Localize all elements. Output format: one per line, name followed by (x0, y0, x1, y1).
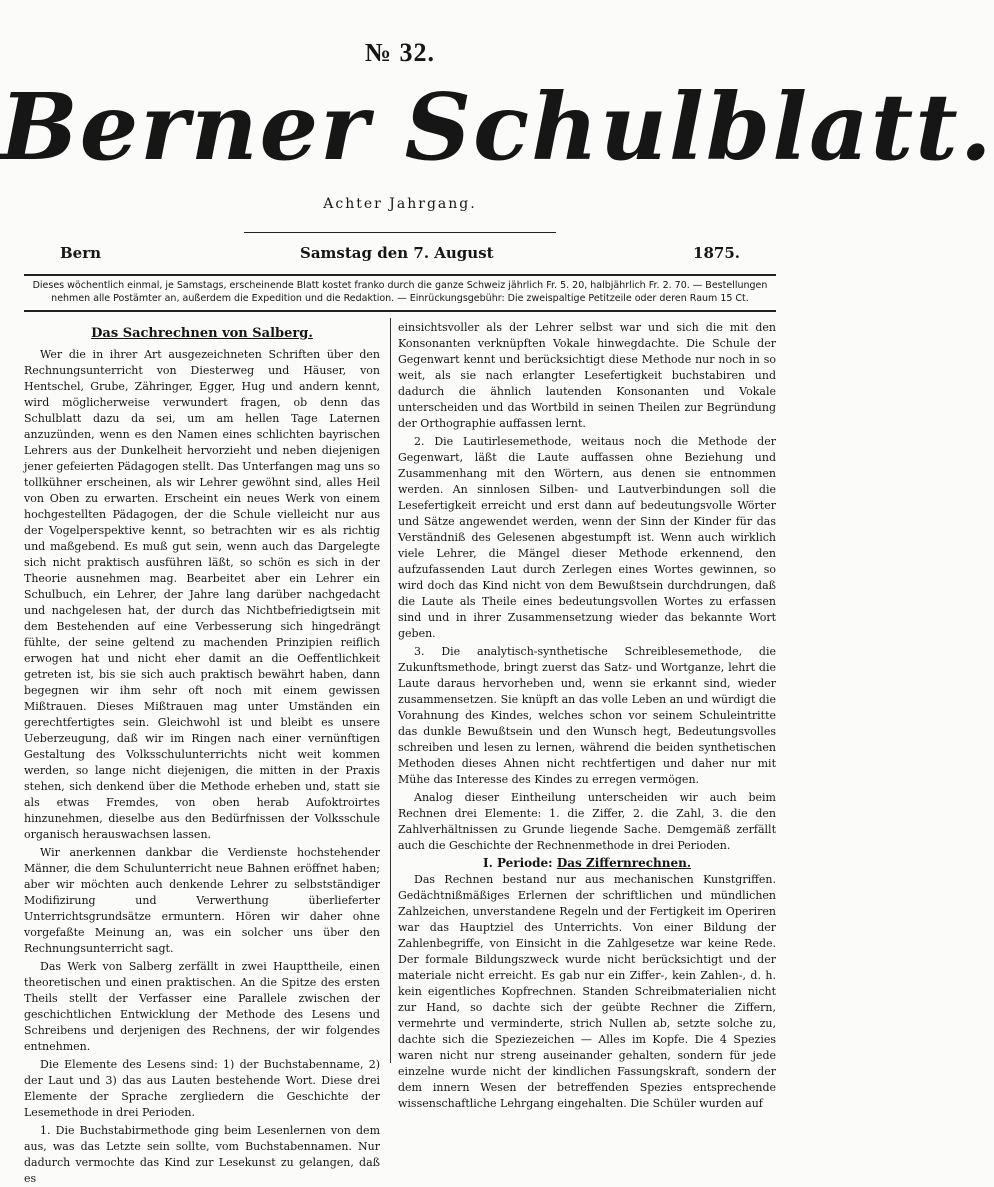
subscription-notice: Dieses wöchentlich einmal, je Samstags, erscheinende Blatt kostet franko durch die ganze Schweiz jährlich Fr. 5. 20, halbjährlich Fr. 2. 70. — Bestellungen nehmen alle Postämter an, außerdem die Expedition und die Redaktion. — Einrückungsgebühr: Die zweispaltige Petitzeile oder deren Raum 15 Ct. (32, 280, 768, 304)
divider (24, 274, 776, 276)
paragraph: Wir anerkennen dankbar die Verdienste hochstehender Männer, die dem Schulunterricht neue Bahnen eröffnet haben; aber wir möchten auch denkende Lehrer zu selbstständiger Modifizirung und Verwerthung überlieferter Unterrichtsgrundsätze ermuntern. Hören wir daher ohne vorgefaßte Meinung an, was ein solcher uns über den Rechnungsunterricht sagt. (24, 846, 380, 955)
paragraph: 3. Die analytisch-synthetische Schreiblesemethode, die Zukunftsmethode, bringt zuerst das Satz- und Wortganze, lehrt die Laute daraus hervorheben und, wenn sie erkannt sind, wieder zusammensetzen. Sie knüpft an das volle Leben an und würdigt die Vorahnung des Kindes, welches schon vor seinem Schuleintritte das dunkle Bewußtsein und den Wunsch hegt, Bedeutungsvolles schreiben und lesen zu lernen, während die beiden synthetischen Methoden dieses Ahnen nicht rechtfertigen und daher nur mit Mühe das Interesse des Kindes zu erregen vermögen. (398, 645, 776, 786)
masthead-title: Berner Schulblatt. (0, 73, 994, 181)
issue-date: Samstag den 7. August (300, 244, 494, 262)
issue-number: № 32. (364, 38, 436, 67)
left-column (24, 326, 380, 1185)
paragraph: 1. Die Buchstabirmethode ging beim Lesenlernen von dem aus, was das Letzte sein sollte, vom Buchstabennamen. Nur dadurch vermochte das Kind zur Lesekunst zu gelangen, daß es (24, 1124, 380, 1185)
article-title: Das Sachrechnen von Salberg. (91, 326, 313, 341)
place: Bern (60, 244, 102, 262)
paragraph: Die Elemente des Lesens sind: 1) der Buchstabenname, 2) der Laut und 3) das aus Lauten bestehende Wort. Diese drei Elemente der Sprache zergliedern die Geschichte der Lesemethode in drei Perioden. (24, 1058, 380, 1119)
section-number: I. Periode: (482, 856, 553, 870)
divider (24, 310, 776, 312)
volume-line: Achter Jahrgang. (323, 196, 477, 212)
paragraph: Das Rechnen bestand nur aus mechanischen Kunstgriffen. Gedächtnißmäßiges Erlernen der schriftlichen und mündlichen Zahlzeichen, unverstandene Regeln und der Fertigkeit im Operiren war das Hauptziel des Unterrichts. Von einer Bildung der Zahlenbegriffe, von Einsicht in die Zahlgesetze war keine Rede. Der formale Bildungszweck wurde nicht berücksichtigt und der materiale nicht erreicht. Es gab nur ein Ziffer-, kein Zahlen-, d. h. kein eigentliches Kopfrechnen. Standen Schreibmaterialien nicht zur Hand, so dachte sich der geübte Rechner die Ziffern, vermehrte und verminderte, strich Nullen ab, setzte solche zu, dachte sich die Speziezeichen — Alles im Kopfe. Die 4 Spezies waren nicht nur streng auseinander gehalten, sondern für jede einzelne wurde nicht der kindlichen Fassungskraft, sondern der dem innern Wesen der betreffenden Spezies entsprechende wissenschaftliche Lehrgang eingehalten. Die Schüler wurden auf (398, 873, 776, 1110)
right-column (398, 320, 776, 1110)
section-title: Das Ziffernrechnen. (556, 856, 692, 870)
paragraph: Das Werk von Salberg zerfällt in zwei Haupttheile, einen theoretischen und einen praktischen. An die Spitze des ersten Theils stellt der Verfasser eine Parallele zwischen der geschichtlichen Entwicklung der Methode des Lesens und Schreibens und derjenigen des Rechnens, der wir folgendes entnehmen. (24, 960, 380, 1053)
paragraph: einsichtsvoller als der Lehrer selbst war und sich die mit den Konsonanten verknüpften Vokale hinwegdachte. Die Schule der Gegenwart kennt und berücksichtigt diese Methode nur noch in so weit, als sie nach erlangter Lesefertigkeit buchstabiren und dadurch die ähnlich lautenden Konsonanten und Vokale unterscheiden und das Wortbild in seinen Theilen zur Begründung der Orthographie auffassen lernt. (398, 321, 776, 430)
divider (244, 232, 556, 233)
issue-year: 1875. (693, 244, 740, 262)
paragraph: Analog dieser Eintheilung unterscheiden wir auch beim Rechnen drei Elemente: 1. die Ziffer, 2. die Zahl, 3. die den Zahlverhältnissen zu Grunde liegende Sache. Demgemäß zerfällt auch die Geschichte der Rechnenmethode in drei Perioden. (398, 791, 776, 852)
paragraph: 2. Die Lautirlesemethode, weitaus noch die Methode der Gegenwart, läßt die Laute auffassen ohne Beziehung und Zusammenhang mit den Wörtern, aus denen sie entnommen werden. An sinnlosen Silben- und Lautverbindungen soll die Lesefertigkeit erreicht und erst dann auf bedeutungsvolle Wörter und Sätze angewendet werden, wenn der Sinn der Kinder für das Verständniß des Gelesenen abgestumpft ist. Wenn auch wirklich viele Lehrer, die Mängel dieser Methode erkennend, den aufzufassenden Laut durch Zerlegen eines Wortes gewinnen, so wird doch das Kind nicht von dem Bewußtsein durchdrungen, daß die Laute als Theile eines bedeutungsvollen Wortes zu erfassen sind und in ihrer Zusammensetzung wieder das bekannte Wort geben. (398, 435, 776, 640)
paragraph: Wer die in ihrer Art ausgezeichneten Schriften über den Rechnungsunterricht von Diesterweg und Häuser, von Hentschel, Grube, Zähringer, Egger, Hug und andern kennt, wird möglicherweise verwundert fragen, ob denn das Schulblatt dazu da sei, um am hellen Tage Laternen anzuzünden, wenn es den Namen eines schlichten bayrischen Lehrers aus der Dunkelheit hervorzieht und neben diejenigen jener gefeierten Pädagogen stellt. Das Unterfangen mag uns so tollkühner erscheinen, als wir Lehrer gewöhnt sind, alles Heil von Oben zu erwarten. Erscheint ein neues Werk von einem hochgestellten Pädagogen, der die Schule vielleicht nur aus der Vogelperspektive kennt, so betrachten wir es als richtig und maßgebend. Es muß gut sein, wenn auch das Dargelegte sich nicht praktisch ausführen läßt, so schön es sich in der Theorie ausnehmen mag. Bearbeitet aber ein Lehrer ein Schulbuch, ein Lehrer, der Jahre lang darüber nachgedacht und nachgelesen hat, der durch das Nichtbefriedigtsein mit dem Bestehenden auf eine Verbesserung sich hingedrängt fühlte, der seine geltend zu machenden Prinzipien reiflich erwogen hat und nicht eher damit an die Oeffentlichkeit getreten ist, bis sie sich auch praktisch bewährt haben, dann begegnen wir ihm sehr oft noch mit einem gewissen Mißtrauen. Dieses Mißtrauen mag unter Umständen ein gerechtfertigtes sein. Gleichwohl ist und bleibt es unsere Ueberzeugung, daß wir im Ringen nach einer vernünftigen Gestaltung des Volksschulunterrichts nicht weit kommen werden, so lange nicht diejenigen, die mitten in der Praxis stehen, sich denkend über die Methode erheben und, statt sie als etwas Fremdes, von oben herab Aufoktroirtes hinzunehmen, dieselbe aus den Bedürfnissen der Volksschule organisch herauswachsen lassen. (24, 348, 380, 841)
section-heading (398, 856, 776, 870)
column-divider (390, 318, 391, 1063)
dateline (60, 244, 740, 266)
